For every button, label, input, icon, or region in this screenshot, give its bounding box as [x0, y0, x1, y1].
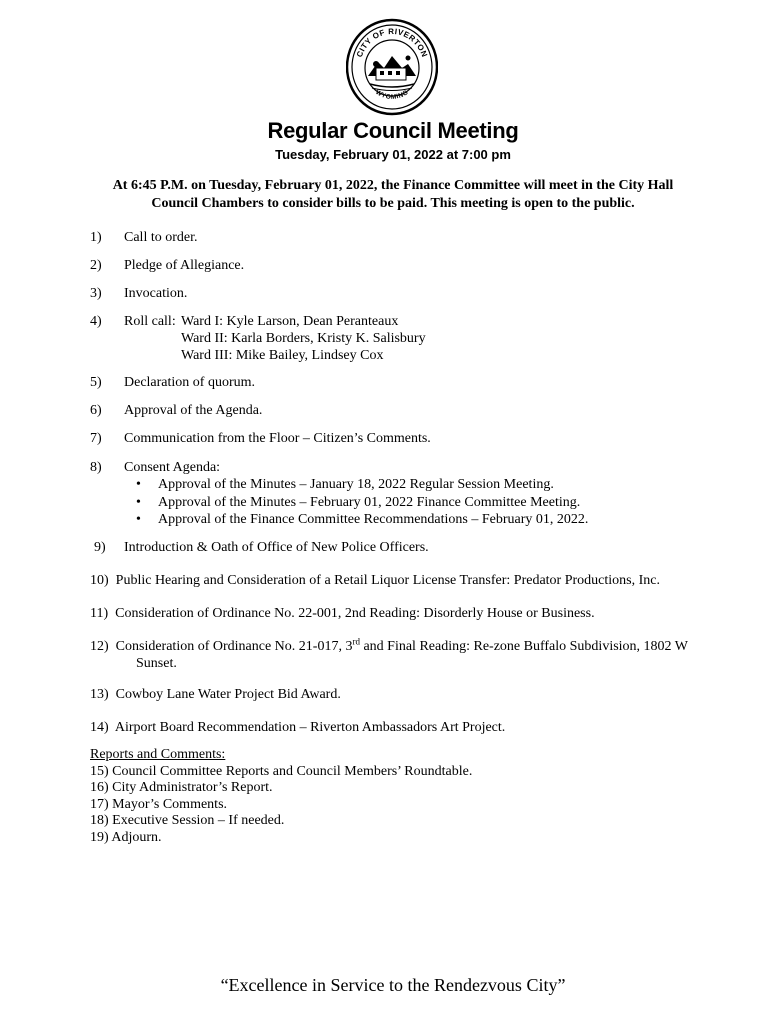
- svg-text:WYOMING: WYOMING: [374, 88, 410, 102]
- list-item: 17) Mayor’s Comments.: [90, 796, 228, 812]
- ward-3-members: Ward III: Mike Bailey, Lindsey Cox: [181, 348, 384, 363]
- footer-motto: “Excellence in Service to the Rendezvous City”: [220, 975, 566, 995]
- agenda-item-13: 13) Cowboy Lane Water Project Bid Award.: [90, 687, 341, 702]
- agenda-item-12: 12) Consideration of Ordinance No. 21-017, 3rd and Final Reading: Re-zone Buffalo Subdivision, 1802 W Sunset.: [90, 636, 689, 671]
- agenda-item-11: 11) Consideration of Ordinance No. 22-001, 2nd Reading: Disorderly House or Business.: [90, 606, 595, 621]
- list-item: • Approval of the Finance Committee Recommendations – February 01, 2022.: [136, 512, 589, 527]
- svg-text:CITY OF RIVERTON: CITY OF RIVERTON: [354, 26, 430, 59]
- finance-committee-notice: At 6:45 P.M. on Tuesday, February 01, 2022, the Finance Committee will meet in the City Hall Council Chambers to consider bills to be paid. This meeting is open to the public.: [112, 178, 674, 211]
- list-item: 16) City Administrator’s Report.: [90, 780, 273, 795]
- reports-heading: Reports and Comments:: [90, 747, 226, 762]
- agenda-item-10: 10) Public Hearing and Consideration of a Retail Liquor License Transfer: Predator Productions, Inc.: [90, 573, 660, 588]
- city-seal-logo: [346, 18, 438, 116]
- reports-section: [90, 747, 472, 846]
- consent-agenda-list: [132, 476, 588, 529]
- list-item: 18) Executive Session – If needed.: [90, 813, 285, 828]
- meeting-date-time: Tuesday, February 01, 2022 at 7:00 pm: [275, 147, 511, 162]
- ward-1-members: Ward I: Kyle Larson, Dean Peranteaux: [181, 314, 399, 329]
- page-title: Regular Council Meeting: [267, 118, 519, 143]
- ward-2-members: Ward II: Karla Borders, Kristy K. Salisbury: [181, 331, 426, 346]
- list-item: 19) Adjourn.: [90, 829, 162, 845]
- list-item: • Approval of the Minutes – February 01, 2022 Finance Committee Meeting.: [136, 494, 581, 510]
- list-item: • Approval of the Minutes – January 18, 2022 Regular Session Meeting.: [136, 477, 554, 492]
- agenda-item-14: 14) Airport Board Recommendation – Riverton Ambassadors Art Project.: [90, 720, 506, 735]
- list-item: 15) Council Committee Reports and Council Members’ Roundtable.: [90, 763, 473, 779]
